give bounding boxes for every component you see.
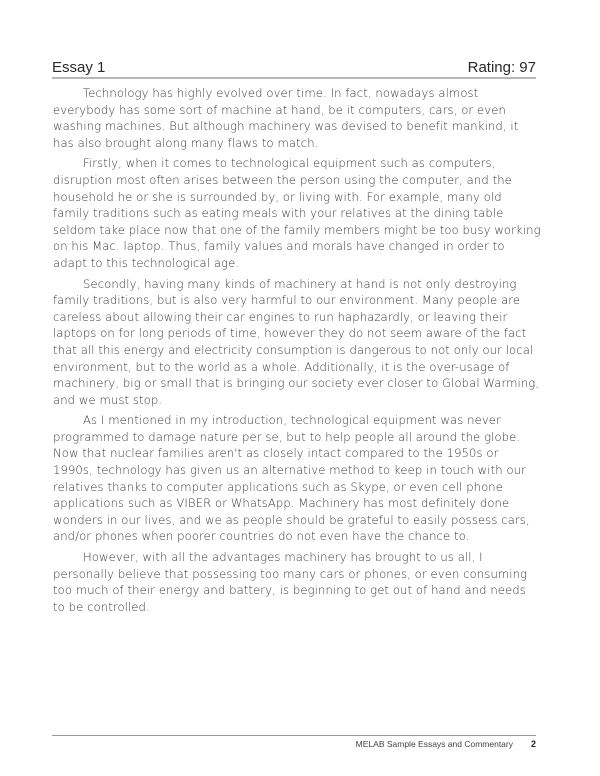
essay-title: Essay 1 (52, 59, 106, 76)
essay-paragraph-4: As I mentioned in my introduction, technological equipment was never programmed to damage nature per se, but to help people all around the globe. Now that nuclear families aren't as closely intact compared to the 1950s or 1990s, technology has given us an alternative method to keep in touch with our relatives thanks to computer applications such as Skype, or even cell phone applications such as VIBER or WhatsApp. Machinery has most definitely done wonders in our lives, and we as people should be grateful to easily possess cars, and/or phones when poorer countries do not even have the chance to. (53, 413, 530, 544)
header-divider (52, 77, 536, 79)
page-number: 2 (530, 739, 536, 749)
essay-rating: Rating: 97 (467, 59, 536, 76)
essay-body (53, 85, 541, 619)
page-footer (52, 739, 536, 749)
essay-paragraph-5: However, with all the advantages machinery has brought to us all, I personally believe that possessing too many cars or phones, or even consuming too much of their energy and battery, is beginning to get out of hand and needs to be controlled. (53, 550, 528, 614)
page-header (52, 56, 536, 76)
essay-paragraph-1: Technology has highly evolved over time. In fact, nowadays almost everybody has some sort of machine at hand, be it computers, cars, or even washing machines. But although machinery was devised to benefit mankind, it has also brought along many flaws to match. (53, 86, 519, 150)
publication-title: MELAB Sample Essays and Commentary (355, 739, 513, 749)
footer-divider (52, 735, 536, 736)
essay-paragraph-3: Secondly, having many kinds of machinery at hand is not only destroying family traditions, but is also very harmful to our environment. Many people are careless about allowing their car engines to run haphazardly, or leaving their laptops on for long periods of time, however they do not seem aware of the fact that all this energy and electricity consumption is dangerous to not only our local environment, but to the world as a whole. Additionally, it is the over-usage of machinery, big or small that is bringing our society ever closer to Global Warming, and we must stop. (53, 276, 540, 407)
essay-paragraph-2: Firstly, when it comes to technological equipment such as computers, disruption most often arises between the person using the computer, and the household he or she is surrounded by, or living with. For example, many old family traditions such as eating meals with your relatives at the dining table seldom take place now that one of the family members might be too busy working on his Mac. laptop. Thus, family values and morals have changed in order to adapt to this technological age. (53, 156, 541, 270)
